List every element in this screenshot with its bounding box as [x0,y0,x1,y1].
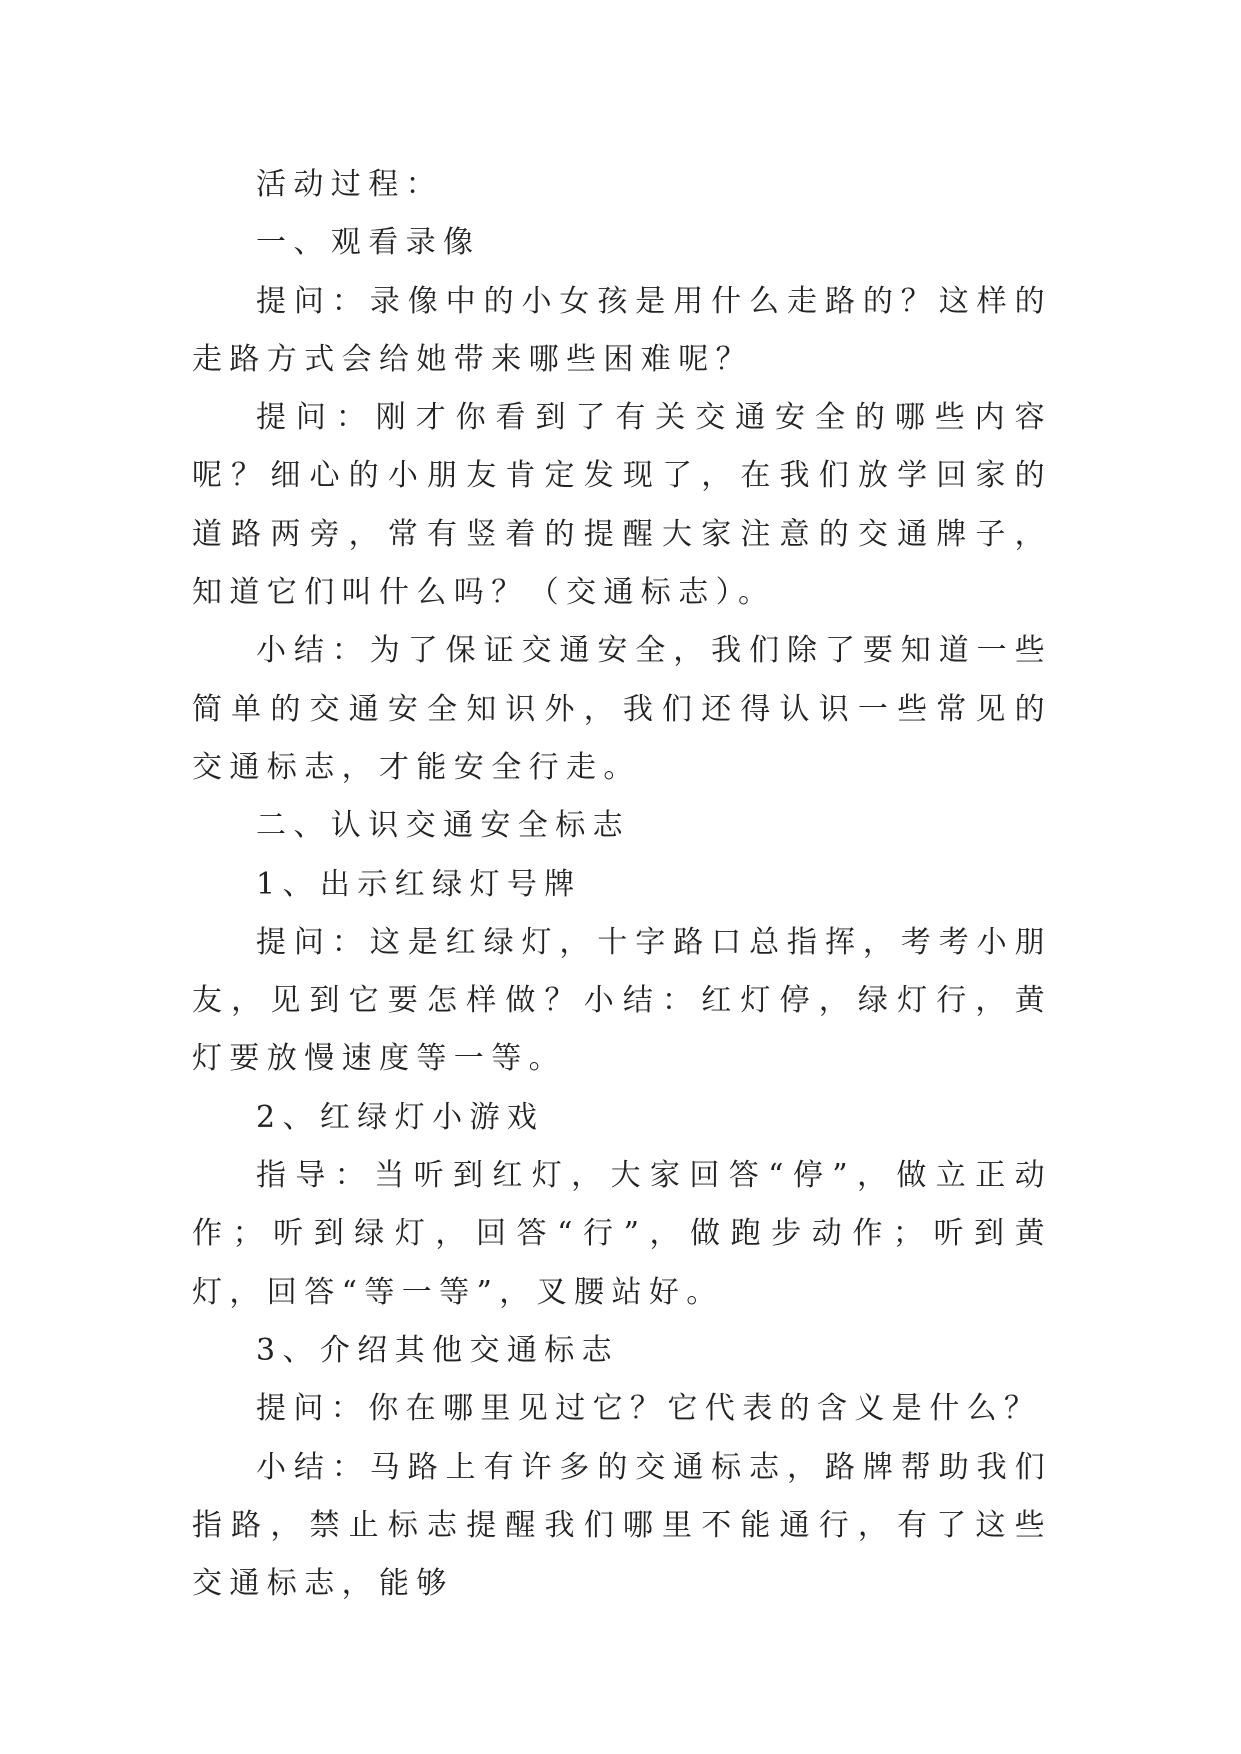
heading-watch-video: 一、观看录像 [256,225,481,261]
paragraph-summary-2: 小结：马路上有许多的交通标志，路牌帮助我们指路，禁止标志提醒我们哪里不能通行，有了这些交通标志，能够 [192,1449,1052,1602]
heading-traffic-signs: 二、认识交通安全标志 [256,808,630,844]
paragraph-summary-1: 小结：为了保证交通安全，我们除了要知道一些简单的交通安全知识外，我们还得认识一些常见的交通标志，才能安全行走。 [192,633,1052,785]
subheading-other-signs: 3、介绍其他交通标志 [256,1332,620,1368]
subheading-traffic-light-game: 2、红绿灯小游戏 [256,1099,545,1135]
document-body [192,156,1052,1613]
subheading-traffic-light-sign: 1、出示红绿灯号牌 [256,866,582,902]
paragraph-question-3: 提问：这是红绿灯，十字路口总指挥，考考小朋友，见到它要怎样做？小结：红灯停，绿灯行，黄灯要放慢速度等一等。 [192,924,1052,1077]
paragraph-question-1: 提问：录像中的小女孩是用什么走路的？这样的走路方式会给她带来哪些困难呢？ [192,283,1052,377]
paragraph-activity-process: 活动过程： [256,167,443,202]
paragraph-question-2: 提问：刚才你看到了有关交通安全的哪些内容呢？细心的小朋友肯定发现了，在我们放学回家的道路两旁，常有竖着的提醒大家注意的交通牌子，知道它们叫什么吗？（交通标志）。 [192,400,1052,611]
paragraph-question-4: 提问：你在哪里见过它？它代表的含义是什么？ [256,1391,1042,1427]
paragraph-guidance: 指导：当听到红灯，大家回答“停”，做立正动作；听到绿灯，回答“行”，做跑步动作；听到黄灯，回答“等一等”，叉腰站好。 [192,1158,1052,1310]
